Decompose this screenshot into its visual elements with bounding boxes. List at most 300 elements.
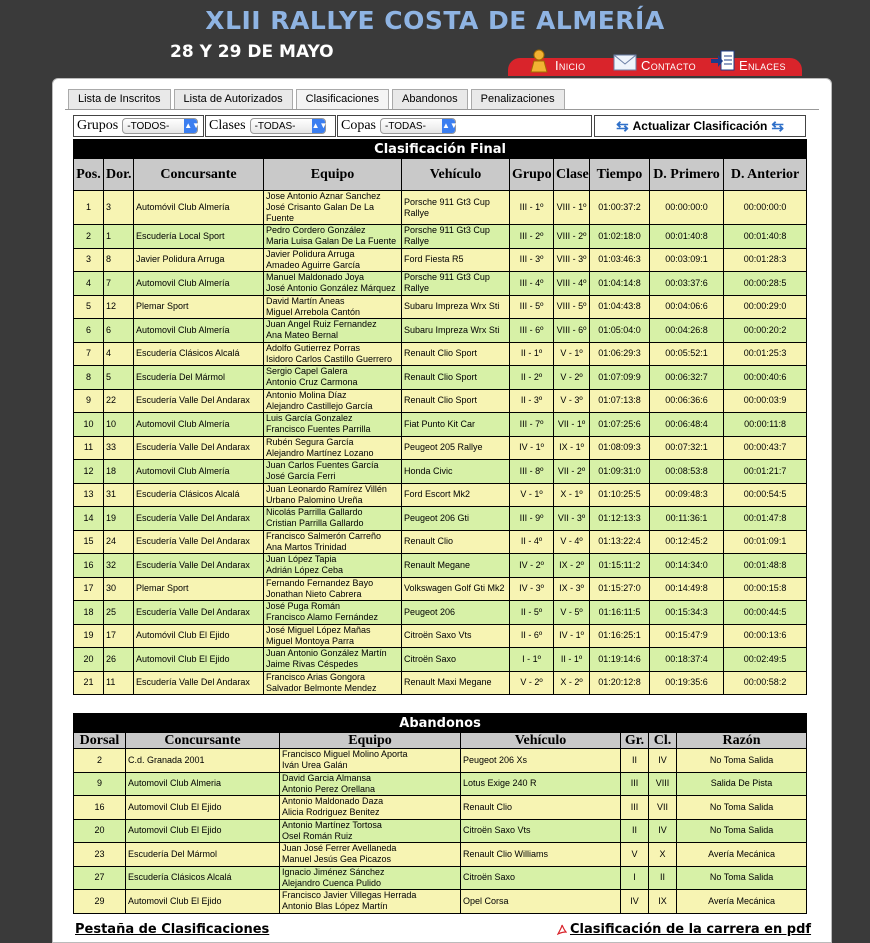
diff-primero-cell: 00:06:48:4 <box>650 413 724 437</box>
grupo-cell: I <box>621 866 649 890</box>
tiempo-cell: 01:09:31:0 <box>590 460 650 484</box>
dorsal-cell: 9 <box>74 772 126 796</box>
diff-anterior-cell: 00:00:15:8 <box>724 577 807 601</box>
concursante-cell: Escudería Valle Del Andarax <box>134 671 264 695</box>
dorsal-cell: 6 <box>104 319 134 343</box>
razon-cell: No Toma Salida <box>677 819 807 843</box>
column-header-diff-primero: D. Primero <box>650 159 724 191</box>
equipo-cell: Fernando Fernandez Bayo Jonathan Nieto Cabrera <box>264 577 402 601</box>
pos-cell: 9 <box>74 389 104 413</box>
chevron-down-icon: ▲▼ <box>442 119 455 133</box>
tab-penalizaciones[interactable]: Penalizaciones <box>471 89 565 109</box>
pos-cell: 13 <box>74 483 104 507</box>
equipo-cell: Juan Antonio González Martín Jaime Rivas Céspedes <box>264 648 402 672</box>
clase-cell: IV - 1º <box>554 624 590 648</box>
clase-cell: V - 5º <box>554 601 590 625</box>
clase-cell: IX <box>649 890 677 914</box>
diff-anterior-cell: 00:00:20:2 <box>724 319 807 343</box>
equipo-cell: Jose Antonio Aznar Sanchez José Crisanto Galan De La Fuente <box>264 191 402 225</box>
equipo-cell: Manuel Maldonado Joya José Antonio González Márquez <box>264 272 402 296</box>
diff-anterior-cell: 00:00:11:8 <box>724 413 807 437</box>
concursante-cell: Automovil Club Almería <box>134 413 264 437</box>
table-row <box>74 671 807 695</box>
pos-cell: 5 <box>74 295 104 319</box>
vehiculo-cell: Renault Clio <box>402 530 510 554</box>
concursante-cell: Escudería Del Mármol <box>134 366 264 390</box>
dorsal-cell: 17 <box>104 624 134 648</box>
concursante-cell: Automóvil Club El Ejido <box>134 624 264 648</box>
pos-cell: 17 <box>74 577 104 601</box>
pos-cell: 21 <box>74 671 104 695</box>
equipo-cell: Juan Carlos Fuentes García José García Ferri <box>264 460 402 484</box>
clasificaciones-tab-link[interactable]: Pestaña de Clasificaciones <box>75 922 270 937</box>
equipo-cell: Antonio Molina Díaz Alejandro Castillejo García <box>264 389 402 413</box>
vehiculo-cell: Renault Megane <box>402 554 510 578</box>
diff-anterior-cell: 00:00:43:7 <box>724 436 807 460</box>
table-row <box>74 460 807 484</box>
column-header-diff-anterior: D. Anterior <box>724 159 807 191</box>
grupo-cell: III <box>621 772 649 796</box>
tiempo-cell: 01:00:37:2 <box>590 191 650 225</box>
clases-filter <box>205 115 336 137</box>
razon-cell: Avería Mecánica <box>677 890 807 914</box>
tiempo-cell: 01:12:13:3 <box>590 507 650 531</box>
vehiculo-cell: Renault Clio <box>461 796 621 820</box>
clase-cell: IX - 2º <box>554 554 590 578</box>
concursante-cell: Escudería Valle Del Andarax <box>134 530 264 554</box>
tiempo-cell: 01:15:11:2 <box>590 554 650 578</box>
copas-filter <box>337 115 592 137</box>
equipo-cell: Juan López Tapia Adrián López Ceba <box>264 554 402 578</box>
razon-cell: Avería Mecánica <box>677 843 807 867</box>
nav-contacto-link[interactable] <box>612 50 696 76</box>
tiempo-cell: 01:16:25:1 <box>590 624 650 648</box>
equipo-cell: Sergio Capel Galera Antonio Cruz Carmona <box>264 366 402 390</box>
site-title: XLII RALLYE COSTA DE ALMERÍA <box>205 6 665 35</box>
tab-clasificaciones[interactable]: Clasificaciones <box>296 89 389 109</box>
column-header-pos: Pos. <box>74 159 104 191</box>
pos-cell: 1 <box>74 191 104 225</box>
diff-anterior-cell: 00:00:58:2 <box>724 671 807 695</box>
dorsal-cell: 32 <box>104 554 134 578</box>
dorsal-cell: 29 <box>74 890 126 914</box>
clase-cell: VII <box>649 796 677 820</box>
vehiculo-cell: Honda Civic <box>402 460 510 484</box>
vehiculo-cell: Fiat Punto Kit Car <box>402 413 510 437</box>
dorsal-cell: 16 <box>74 796 126 820</box>
nav-enlaces-link[interactable] <box>710 50 786 76</box>
copas-select-value: -TODAS- <box>385 120 426 132</box>
pos-cell: 7 <box>74 342 104 366</box>
razon-cell: No Toma Salida <box>677 796 807 820</box>
clase-cell: X <box>649 843 677 867</box>
grupo-cell: III <box>621 796 649 820</box>
diff-primero-cell: 00:19:35:6 <box>650 671 724 695</box>
grupo-cell: V - 1º <box>510 483 554 507</box>
concursante-cell: Javier Polidura Arruga <box>134 248 264 272</box>
diff-primero-cell: 00:07:32:1 <box>650 436 724 460</box>
tiempo-cell: 01:15:27:0 <box>590 577 650 601</box>
clase-cell: VII - 1º <box>554 413 590 437</box>
dorsal-cell: 24 <box>104 530 134 554</box>
vehiculo-cell: Citroën Saxo Vts <box>461 819 621 843</box>
diff-anterior-cell: 00:00:40:6 <box>724 366 807 390</box>
grupo-cell: III - 4º <box>510 272 554 296</box>
table-row <box>74 843 807 867</box>
content-panel <box>52 78 832 943</box>
classification-table <box>73 139 807 695</box>
tiempo-cell: 01:16:11:5 <box>590 601 650 625</box>
grupo-cell: IV - 2º <box>510 554 554 578</box>
clase-cell: VIII - 2º <box>554 225 590 249</box>
abandonos-table <box>73 713 807 914</box>
grupo-cell: III - 7º <box>510 413 554 437</box>
table-row <box>74 796 807 820</box>
diff-primero-cell: 00:09:48:3 <box>650 483 724 507</box>
concursante-cell: Automovil Club El Ejido <box>126 796 280 820</box>
grupos-label: Grupos <box>77 118 119 133</box>
tiempo-cell: 01:10:25:5 <box>590 483 650 507</box>
concursante-cell: Automovil Club Almería <box>134 272 264 296</box>
grupo-cell: IV <box>621 890 649 914</box>
clase-cell: V - 1º <box>554 342 590 366</box>
concursante-cell: Escudería Valle Del Andarax <box>134 554 264 578</box>
equipo-cell: Francisco Salmerón Carreño Ana Martos Trinidad <box>264 530 402 554</box>
event-date: 28 Y 29 DE MAYO <box>170 42 334 62</box>
concursante-cell: Escudería Clásicos Alcalá <box>134 483 264 507</box>
diff-anterior-cell: 00:01:09:1 <box>724 530 807 554</box>
column-header-grupo: Gr. <box>621 733 649 749</box>
equipo-cell: Antonio Martínez Tortosa Osel Román Ruiz <box>280 819 461 843</box>
table-row <box>74 530 807 554</box>
table-row <box>74 507 807 531</box>
table-row <box>74 319 807 343</box>
diff-anterior-cell: 00:00:54:5 <box>724 483 807 507</box>
user-icon <box>526 49 552 73</box>
clase-cell: VII - 2º <box>554 460 590 484</box>
table-row <box>74 191 807 225</box>
dorsal-cell: 11 <box>104 671 134 695</box>
grupo-cell: II - 1º <box>510 342 554 366</box>
tab-divider <box>65 109 819 110</box>
razon-cell: No Toma Salida <box>677 749 807 773</box>
concursante-cell: Escudería Valle Del Andarax <box>134 389 264 413</box>
equipo-cell: David Garcia Almansa Antonio Perez Orellana <box>280 772 461 796</box>
diff-anterior-cell: 00:00:28:5 <box>724 272 807 296</box>
table-row <box>74 366 807 390</box>
dorsal-cell: 23 <box>74 843 126 867</box>
refresh-label: Actualizar Clasificación <box>632 119 768 133</box>
classification-title: Clasificación Final <box>74 140 807 159</box>
equipo-cell: Luis García Gonzalez Francisco Fuentes Parrilla <box>264 413 402 437</box>
table-row <box>74 890 807 914</box>
dorsal-cell: 10 <box>104 413 134 437</box>
table-row <box>74 272 807 296</box>
diff-primero-cell: 00:01:40:8 <box>650 225 724 249</box>
pos-cell: 19 <box>74 624 104 648</box>
concursante-cell: Plemar Sport <box>134 295 264 319</box>
column-header-concursante: Concursante <box>126 733 280 749</box>
grupo-cell: III - 6º <box>510 319 554 343</box>
diff-primero-cell: 00:06:36:6 <box>650 389 724 413</box>
table-row <box>74 648 807 672</box>
diff-primero-cell: 00:14:34:0 <box>650 554 724 578</box>
concursante-cell: Escudería Valle Del Andarax <box>134 436 264 460</box>
dorsal-cell: 2 <box>74 749 126 773</box>
pos-cell: 11 <box>74 436 104 460</box>
diff-primero-cell: 00:15:34:3 <box>650 601 724 625</box>
pos-cell: 18 <box>74 601 104 625</box>
grupo-cell: III - 3º <box>510 248 554 272</box>
clases-label: Clases <box>209 118 246 133</box>
table-row <box>74 749 807 773</box>
column-header-dorsal: Dor. <box>104 159 134 191</box>
table-row <box>74 772 807 796</box>
grupo-cell: II - 6º <box>510 624 554 648</box>
pdf-icon <box>557 924 567 935</box>
tab-lista-autorizados[interactable]: Lista de Autorizados <box>174 89 293 109</box>
diff-primero-cell: 00:11:36:1 <box>650 507 724 531</box>
vehiculo-cell: Subaru Impreza Wrx Sti <box>402 319 510 343</box>
vehiculo-cell: Subaru Impreza Wrx Sti <box>402 295 510 319</box>
clase-cell: VIII - 1º <box>554 191 590 225</box>
vehiculo-cell: Opel Corsa <box>461 890 621 914</box>
equipo-cell: Pedro Cordero González Maria Luisa Galan De La Fuente <box>264 225 402 249</box>
clase-cell: II - 1º <box>554 648 590 672</box>
vehiculo-cell: Lotus Exige 240 R <box>461 772 621 796</box>
mail-icon <box>612 49 638 73</box>
clase-cell: X - 2º <box>554 671 590 695</box>
pos-cell: 20 <box>74 648 104 672</box>
clase-cell: VII - 3º <box>554 507 590 531</box>
diff-anterior-cell: 00:01:48:8 <box>724 554 807 578</box>
concursante-cell: Automovil Club El Ejido <box>126 890 280 914</box>
dorsal-cell: 30 <box>104 577 134 601</box>
clase-cell: V - 3º <box>554 389 590 413</box>
pos-cell: 6 <box>74 319 104 343</box>
vehiculo-cell: Renault Clio Sport <box>402 342 510 366</box>
equipo-cell: José Miguel López Mañas Miguel Montoya Parra <box>264 624 402 648</box>
grupo-cell: III - 8º <box>510 460 554 484</box>
equipo-cell: José Puga Román Francisco Alamo Fernández <box>264 601 402 625</box>
diff-anterior-cell: 00:00:03:9 <box>724 389 807 413</box>
pos-cell: 8 <box>74 366 104 390</box>
vehiculo-cell: Ford Escort Mk2 <box>402 483 510 507</box>
diff-anterior-cell: 00:00:13:6 <box>724 624 807 648</box>
tiempo-cell: 01:13:22:4 <box>590 530 650 554</box>
column-header-grupo: Grupo <box>510 159 554 191</box>
refresh-icon: ⇆ <box>771 118 784 135</box>
tab-abandonos[interactable]: Abandonos <box>392 89 468 109</box>
vehiculo-cell: Renault Clio Williams <box>461 843 621 867</box>
diff-primero-cell: 00:15:47:9 <box>650 624 724 648</box>
pos-cell: 16 <box>74 554 104 578</box>
concursante-cell: Automovil Club El Ejido <box>134 648 264 672</box>
column-header-concursante: Concursante <box>134 159 264 191</box>
nav-inicio-label: Inicio <box>555 58 586 73</box>
diff-anterior-cell: 00:00:44:5 <box>724 601 807 625</box>
grupo-cell: IV - 1º <box>510 436 554 460</box>
pos-cell: 15 <box>74 530 104 554</box>
clases-select-value: -TODAS- <box>254 120 296 132</box>
grupos-select-value: -TODOS- <box>127 120 170 132</box>
clase-cell: X - 1º <box>554 483 590 507</box>
clase-cell: VIII <box>649 772 677 796</box>
nav-contacto-label: Contacto <box>641 58 696 73</box>
clase-cell: V - 4º <box>554 530 590 554</box>
diff-anterior-cell: 00:01:21:7 <box>724 460 807 484</box>
dorsal-cell: 22 <box>104 389 134 413</box>
copas-select[interactable] <box>380 118 456 134</box>
diff-primero-cell: 00:00:00:0 <box>650 191 724 225</box>
tab-bar <box>68 89 568 109</box>
chevron-down-icon: ▲▼ <box>184 119 197 133</box>
tiempo-cell: 01:06:29:3 <box>590 342 650 366</box>
table-row <box>74 436 807 460</box>
dorsal-cell: 7 <box>104 272 134 296</box>
grupo-cell: III - 1º <box>510 191 554 225</box>
pos-cell: 4 <box>74 272 104 296</box>
diff-primero-cell: 00:03:37:6 <box>650 272 724 296</box>
diff-anterior-cell: 00:00:00:0 <box>724 191 807 225</box>
chevron-down-icon: ▲▼ <box>312 119 325 133</box>
equipo-cell: Ignacio Jiménez Sánchez Alejandro Cuenca Pulido <box>280 866 461 890</box>
vehiculo-cell: Citroën Saxo <box>461 866 621 890</box>
grupo-cell: IV - 3º <box>510 577 554 601</box>
nav-enlaces-label: Enlaces <box>739 58 786 73</box>
clase-cell: IX - 1º <box>554 436 590 460</box>
top-navigation <box>508 50 802 76</box>
clases-select[interactable] <box>250 118 326 134</box>
razon-cell: Salida De Pista <box>677 772 807 796</box>
razon-cell: No Toma Salida <box>677 866 807 890</box>
vehiculo-cell: Peugeot 206 <box>402 601 510 625</box>
grupo-cell: V <box>621 843 649 867</box>
table-row <box>74 554 807 578</box>
table-row <box>74 389 807 413</box>
concursante-cell: Escudería Del Mármol <box>126 843 280 867</box>
column-header-vehiculo: Vehículo <box>461 733 621 749</box>
dorsal-cell: 12 <box>104 295 134 319</box>
pos-cell: 2 <box>74 225 104 249</box>
dorsal-cell: 8 <box>104 248 134 272</box>
pdf-download-link[interactable]: Clasificación de la carrera en pdf <box>570 922 812 937</box>
tiempo-cell: 01:04:14:8 <box>590 272 650 296</box>
grupos-filter <box>73 115 204 137</box>
diff-primero-cell: 00:03:09:1 <box>650 248 724 272</box>
dorsal-cell: 4 <box>104 342 134 366</box>
grupo-cell: I - 1º <box>510 648 554 672</box>
clase-cell: VIII - 6º <box>554 319 590 343</box>
pos-cell: 3 <box>74 248 104 272</box>
vehiculo-cell: Porsche 911 Gt3 Cup Rallye <box>402 225 510 249</box>
nav-inicio-link[interactable] <box>526 50 585 76</box>
table-row <box>74 413 807 437</box>
filter-bar <box>73 115 806 137</box>
abandonos-title: Abandonos <box>74 714 807 733</box>
tiempo-cell: 01:04:43:8 <box>590 295 650 319</box>
diff-anterior-cell: 00:01:25:3 <box>724 342 807 366</box>
clase-cell: VIII - 3º <box>554 248 590 272</box>
concursante-cell: Automóvil Club Almería <box>134 191 264 225</box>
tiempo-cell: 01:07:13:8 <box>590 389 650 413</box>
grupos-select[interactable] <box>122 118 201 134</box>
diff-primero-cell: 00:14:49:8 <box>650 577 724 601</box>
table-row <box>74 248 807 272</box>
diff-primero-cell: 00:04:06:6 <box>650 295 724 319</box>
dorsal-cell: 26 <box>104 648 134 672</box>
equipo-cell: Francisco Miguel Molino Aporta Iván Urea Galán <box>280 749 461 773</box>
copas-label: Copas <box>341 118 376 133</box>
tiempo-cell: 01:19:14:6 <box>590 648 650 672</box>
equipo-cell: Adolfo Gutierrez Porras Isidoro Carlos Castillo Guerrero <box>264 342 402 366</box>
tiempo-cell: 01:20:12:8 <box>590 671 650 695</box>
concursante-cell: Escudería Valle Del Andarax <box>134 601 264 625</box>
diff-primero-cell: 00:04:26:8 <box>650 319 724 343</box>
dorsal-cell: 31 <box>104 483 134 507</box>
grupo-cell: II - 5º <box>510 601 554 625</box>
concursante-cell: C.d. Granada 2001 <box>126 749 280 773</box>
diff-primero-cell: 00:08:53:8 <box>650 460 724 484</box>
equipo-cell: Juan José Ferrer Avellaneda Manuel Jesús Gea Picazos <box>280 843 461 867</box>
vehiculo-cell: Porsche 911 Gt3 Cup Rallye <box>402 272 510 296</box>
grupo-cell: II <box>621 749 649 773</box>
equipo-cell: Antonio Maldonado Daza Alicia Rodriguez Benitez <box>280 796 461 820</box>
tiempo-cell: 01:07:25:6 <box>590 413 650 437</box>
dorsal-cell: 27 <box>74 866 126 890</box>
refresh-classification-button[interactable] <box>594 115 806 137</box>
concursante-cell: Automovil Club El Ejido <box>126 819 280 843</box>
column-header-clase: Clase <box>554 159 590 191</box>
diff-primero-cell: 00:06:32:7 <box>650 366 724 390</box>
diff-anterior-cell: 00:01:28:3 <box>724 248 807 272</box>
pos-cell: 14 <box>74 507 104 531</box>
vehiculo-cell: Porsche 911 Gt3 Cup Rallye <box>402 191 510 225</box>
clase-cell: V - 2º <box>554 366 590 390</box>
equipo-cell: Juan Leonardo Ramírez Villén Urbano Palomino Ureña <box>264 483 402 507</box>
table-row <box>74 577 807 601</box>
vehiculo-cell: Citroën Saxo <box>402 648 510 672</box>
vehiculo-cell: Ford Fiesta R5 <box>402 248 510 272</box>
column-header-tiempo: Tiempo <box>590 159 650 191</box>
concursante-cell: Automovil Club Almería <box>134 319 264 343</box>
clase-cell: IV <box>649 819 677 843</box>
dorsal-cell: 19 <box>104 507 134 531</box>
equipo-cell: Rubén Segura García Alejandro Martínez Lozano <box>264 436 402 460</box>
links-icon <box>710 49 736 73</box>
vehiculo-cell: Citroën Saxo Vts <box>402 624 510 648</box>
grupo-cell: II - 4º <box>510 530 554 554</box>
clase-cell: VIII - 5º <box>554 295 590 319</box>
column-header-equipo: Equipo <box>280 733 461 749</box>
vehiculo-cell: Peugeot 206 Xs <box>461 749 621 773</box>
equipo-cell: David Martín Aneas Miguel Arrebola Cantón <box>264 295 402 319</box>
column-header-equipo: Equipo <box>264 159 402 191</box>
table-row <box>74 295 807 319</box>
diff-anterior-cell: 00:01:40:8 <box>724 225 807 249</box>
equipo-cell: Francisco Javier Villegas Herrada Antonio Blas López Martín <box>280 890 461 914</box>
tab-lista-inscritos[interactable]: Lista de Inscritos <box>68 89 171 109</box>
equipo-cell: Javier Polidura Arruga Amadeo Aguirre García <box>264 248 402 272</box>
equipo-cell: Francisco Arias Gongora Salvador Belmonte Mendez <box>264 671 402 695</box>
equipo-cell: Juan Angel Ruiz Fernandez Ana Mateo Bernal <box>264 319 402 343</box>
dorsal-cell: 1 <box>104 225 134 249</box>
grupo-cell: II <box>621 819 649 843</box>
concursante-cell: Plemar Sport <box>134 577 264 601</box>
grupo-cell: III - 2º <box>510 225 554 249</box>
dorsal-cell: 18 <box>104 460 134 484</box>
vehiculo-cell: Renault Clio Sport <box>402 389 510 413</box>
